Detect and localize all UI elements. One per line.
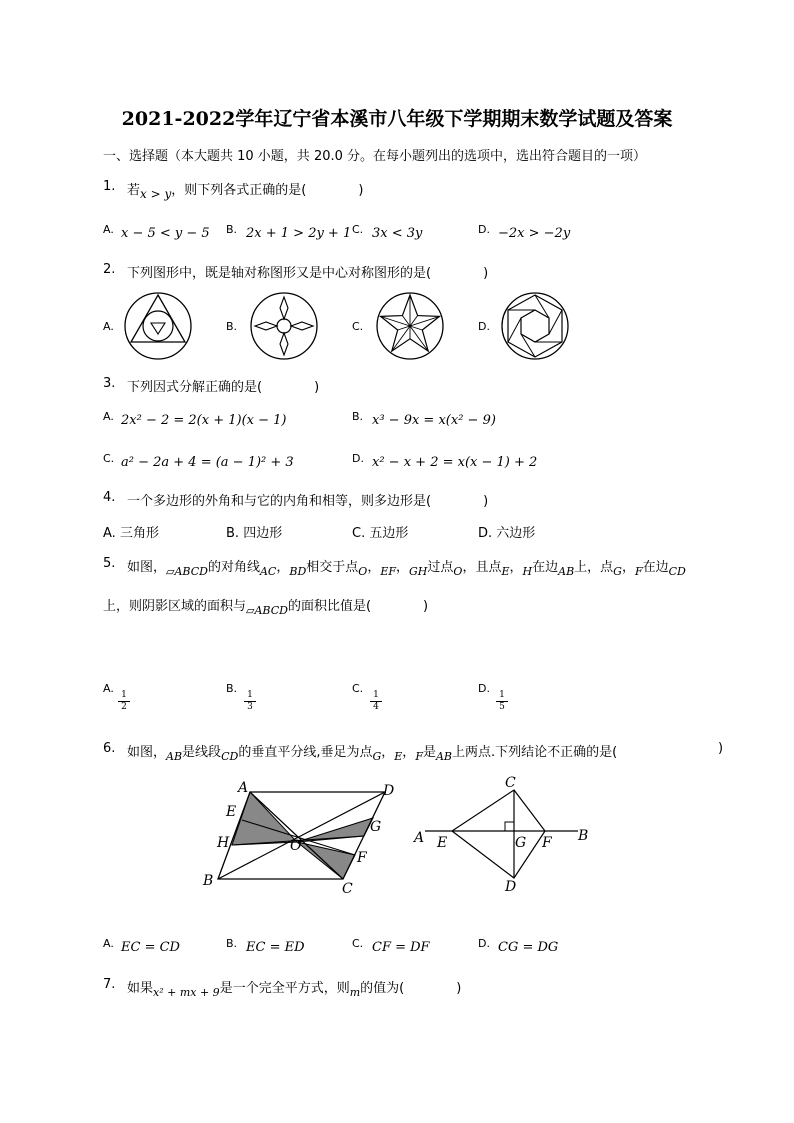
math-run: E <box>394 750 403 763</box>
q5-option-b-fraction <box>244 690 256 713</box>
q5-option-c-numerator: 1 <box>373 690 379 700</box>
q1-option-c: 3x < 3y <box>372 226 423 241</box>
q1-option-a-label: A. <box>103 223 114 236</box>
point-label-e2: E <box>437 835 448 851</box>
q7-stem <box>127 977 462 999</box>
q1-condition: x > y <box>140 187 172 201</box>
math-run: ▱ABCD <box>166 565 208 578</box>
q5-option-c-fraction <box>370 690 382 713</box>
point-label-c2: C <box>505 775 516 791</box>
q4-option-b-label: B. <box>226 526 240 541</box>
text-run: 上，点 <box>574 560 614 575</box>
math-run: F <box>415 750 423 763</box>
q5-option-b-label: B. <box>226 682 238 695</box>
q6-option-b-label: B. <box>226 937 238 950</box>
text-run: ， <box>396 560 410 575</box>
q5-option-a-denominator: 2 <box>118 701 130 713</box>
q6-option-c: CF = DF <box>372 940 430 955</box>
q4-option-c-text: 五边形 <box>369 526 409 541</box>
math-run: O <box>358 565 368 578</box>
perpendicular-bisector-figure <box>410 770 595 898</box>
math-run: CD <box>221 750 239 763</box>
q2-option-c-label: C. <box>352 320 364 333</box>
q4-option-a-text: 三角形 <box>119 526 159 541</box>
q4-number: 4. <box>103 490 116 505</box>
q5-option-b-denominator: 3 <box>244 701 256 713</box>
text-run: 的面积比值是( ) <box>287 599 429 614</box>
text-run: ， <box>509 560 523 575</box>
q1-stem <box>127 179 364 201</box>
point-label-f2: F <box>542 835 552 851</box>
q6-option-c-label: C. <box>352 937 364 950</box>
text-run: ， <box>381 745 395 760</box>
text-run: ， <box>367 560 381 575</box>
q5-number: 5. <box>103 556 116 571</box>
math-run: AB <box>435 750 452 763</box>
text-run: 上两点.下列结论不正确的是( <box>452 745 618 760</box>
math-run: F <box>634 565 643 578</box>
q2-option-a-label: A. <box>103 320 114 333</box>
text-run: 如图， <box>127 745 167 760</box>
math-run: CD <box>668 565 686 578</box>
math-run: O <box>453 565 463 578</box>
math-run: G <box>613 565 622 578</box>
q2-option-b-label: B. <box>226 320 238 333</box>
document-title: 2021-2022学年辽宁省本溪市八年级下学期期末数学试题及答案 <box>121 108 673 130</box>
q2-stem: 下列图形中，既是轴对称图形又是中心对称图形的是( ) <box>127 266 489 281</box>
math-run: BD <box>289 565 307 578</box>
q5-option-a-fraction <box>118 690 130 713</box>
math-run: AC <box>259 565 277 578</box>
q5-option-d-numerator: 1 <box>499 690 505 700</box>
text-run: 的对角线 <box>207 560 260 575</box>
q6-option-d: CG = DG <box>498 940 559 955</box>
math-run: G <box>372 750 382 763</box>
math-run: AB <box>166 750 183 763</box>
text-run: ， <box>621 560 635 575</box>
text-run: 是一个完全平方式，则 <box>219 981 350 996</box>
q3-number: 3. <box>103 376 116 391</box>
q5-option-a-numerator: 1 <box>121 690 127 700</box>
q1-pre: 若 <box>127 183 141 198</box>
math-run: ▱ABCD <box>246 604 288 617</box>
point-label-e: E <box>226 804 237 820</box>
q5-option-c-label: C. <box>352 682 364 695</box>
point-label-a2: A <box>414 830 425 846</box>
text-run: ， <box>276 560 290 575</box>
q4-option-a <box>103 522 159 541</box>
q3-option-d: x² − x + 2 = x(x − 1) + 2 <box>372 455 538 470</box>
q3-option-a: 2x² − 2 = 2(x + 1)(x − 1) <box>121 413 287 428</box>
q5-stem-line2 <box>103 595 429 617</box>
point-label-d: D <box>383 783 395 799</box>
point-label-f: F <box>357 850 367 866</box>
q4-option-d-text: 六边形 <box>496 526 536 541</box>
hexagon-in-circle-figure <box>499 290 571 362</box>
text-run: 是线段 <box>182 745 222 760</box>
point-label-b: B <box>203 873 214 889</box>
text-run: 的值为( ) <box>360 981 462 996</box>
q1-option-d: −2x > −2y <box>498 226 571 241</box>
text-run: 在边 <box>532 560 559 575</box>
point-label-c: C <box>342 881 353 897</box>
q2-option-d-label: D. <box>478 320 490 333</box>
q5-option-d-denominator: 5 <box>496 701 508 713</box>
point-label-h: H <box>217 835 230 851</box>
q5-option-a-label: A. <box>103 682 114 695</box>
math-run: H <box>522 565 533 578</box>
q5-option-d-label: D. <box>478 682 490 695</box>
point-label-d2: D <box>505 879 517 895</box>
point-label-b2: B <box>578 828 589 844</box>
math-run: AB <box>558 565 575 578</box>
math-run: x² + mx + 9 <box>153 986 220 999</box>
section-heading: 一、选择题（本大题共 10 小题，共 20.0 分。在每小题列出的选项中，选出符合题目的一项） <box>103 149 647 164</box>
q3-option-c-label: C. <box>103 452 115 465</box>
q1-option-b: 2x + 1 > 2y + 1 <box>246 226 352 241</box>
q1-number: 1. <box>103 179 116 194</box>
q4-option-b-text: 四边形 <box>243 526 283 541</box>
text-run: 如图， <box>127 560 167 575</box>
q5-stem-line1 <box>127 556 686 578</box>
q3-option-b-label: B. <box>352 410 364 423</box>
text-run: 过点 <box>427 560 454 575</box>
q6-option-a-label: A. <box>103 937 114 950</box>
q7-number: 7. <box>103 977 116 992</box>
q3-option-c: a² − 2a + 4 = (a − 1)² + 3 <box>121 455 294 470</box>
math-run: EF <box>380 565 396 578</box>
text-run: 在边 <box>642 560 669 575</box>
q3-stem: 下列因式分解正确的是( ) <box>127 380 320 395</box>
q4-stem: 一个多边形的外角和与它的内角和相等，则多边形是( ) <box>127 494 489 509</box>
q4-option-c-label: C. <box>352 526 366 541</box>
q5-option-b-numerator: 1 <box>247 690 253 700</box>
math-run: m <box>349 986 361 999</box>
q6-option-d-label: D. <box>478 937 490 950</box>
q4-option-d-label: D. <box>478 526 493 541</box>
point-label-o: O <box>290 838 302 854</box>
point-label-a: A <box>238 780 249 796</box>
text-run: ， <box>402 745 416 760</box>
parallelogram-figure <box>196 774 416 900</box>
diamonds-in-circle-figure <box>248 290 320 362</box>
q5-option-d-fraction <box>496 690 508 713</box>
q6-number: 6. <box>103 741 116 756</box>
q4-option-d <box>478 522 535 541</box>
q1-option-b-label: B. <box>226 223 238 236</box>
text-run: 如果 <box>127 981 154 996</box>
text-run: 的垂直平分线,垂足为点 <box>238 745 373 760</box>
q4-option-b <box>226 522 282 541</box>
q3-option-a-label: A. <box>103 410 114 423</box>
q3-option-d-label: D. <box>352 452 364 465</box>
text-run: 是 <box>422 745 436 760</box>
text-run: ，且点 <box>462 560 502 575</box>
point-label-g: G <box>370 819 382 835</box>
q4-option-a-label: A. <box>103 526 116 541</box>
q1-option-d-label: D. <box>478 223 490 236</box>
math-run: GH <box>409 565 428 578</box>
q3-option-b: x³ − 9x = x(x² − 9) <box>372 413 496 428</box>
q6-close-paren: ) <box>718 741 724 756</box>
text-run: 相交于点 <box>306 560 359 575</box>
q6-option-b: EC = ED <box>246 940 305 955</box>
q5-option-c-denominator: 4 <box>370 701 382 713</box>
q6-stem <box>127 741 618 763</box>
star-in-circle-figure <box>374 290 446 362</box>
q6-option-a: EC = CD <box>121 940 180 955</box>
point-label-g2: G <box>515 835 527 851</box>
triangle-in-circle-figure <box>122 290 194 362</box>
text-run: 上，则阴影区域的面积与 <box>103 599 247 614</box>
math-run: E <box>501 565 510 578</box>
q1-post: ，则下列各式正确的是( ) <box>171 183 364 198</box>
q1-option-a: x − 5 < y − 5 <box>121 226 210 241</box>
q4-option-c <box>352 522 408 541</box>
q1-option-c-label: C. <box>352 223 364 236</box>
q2-number: 2. <box>103 262 116 277</box>
